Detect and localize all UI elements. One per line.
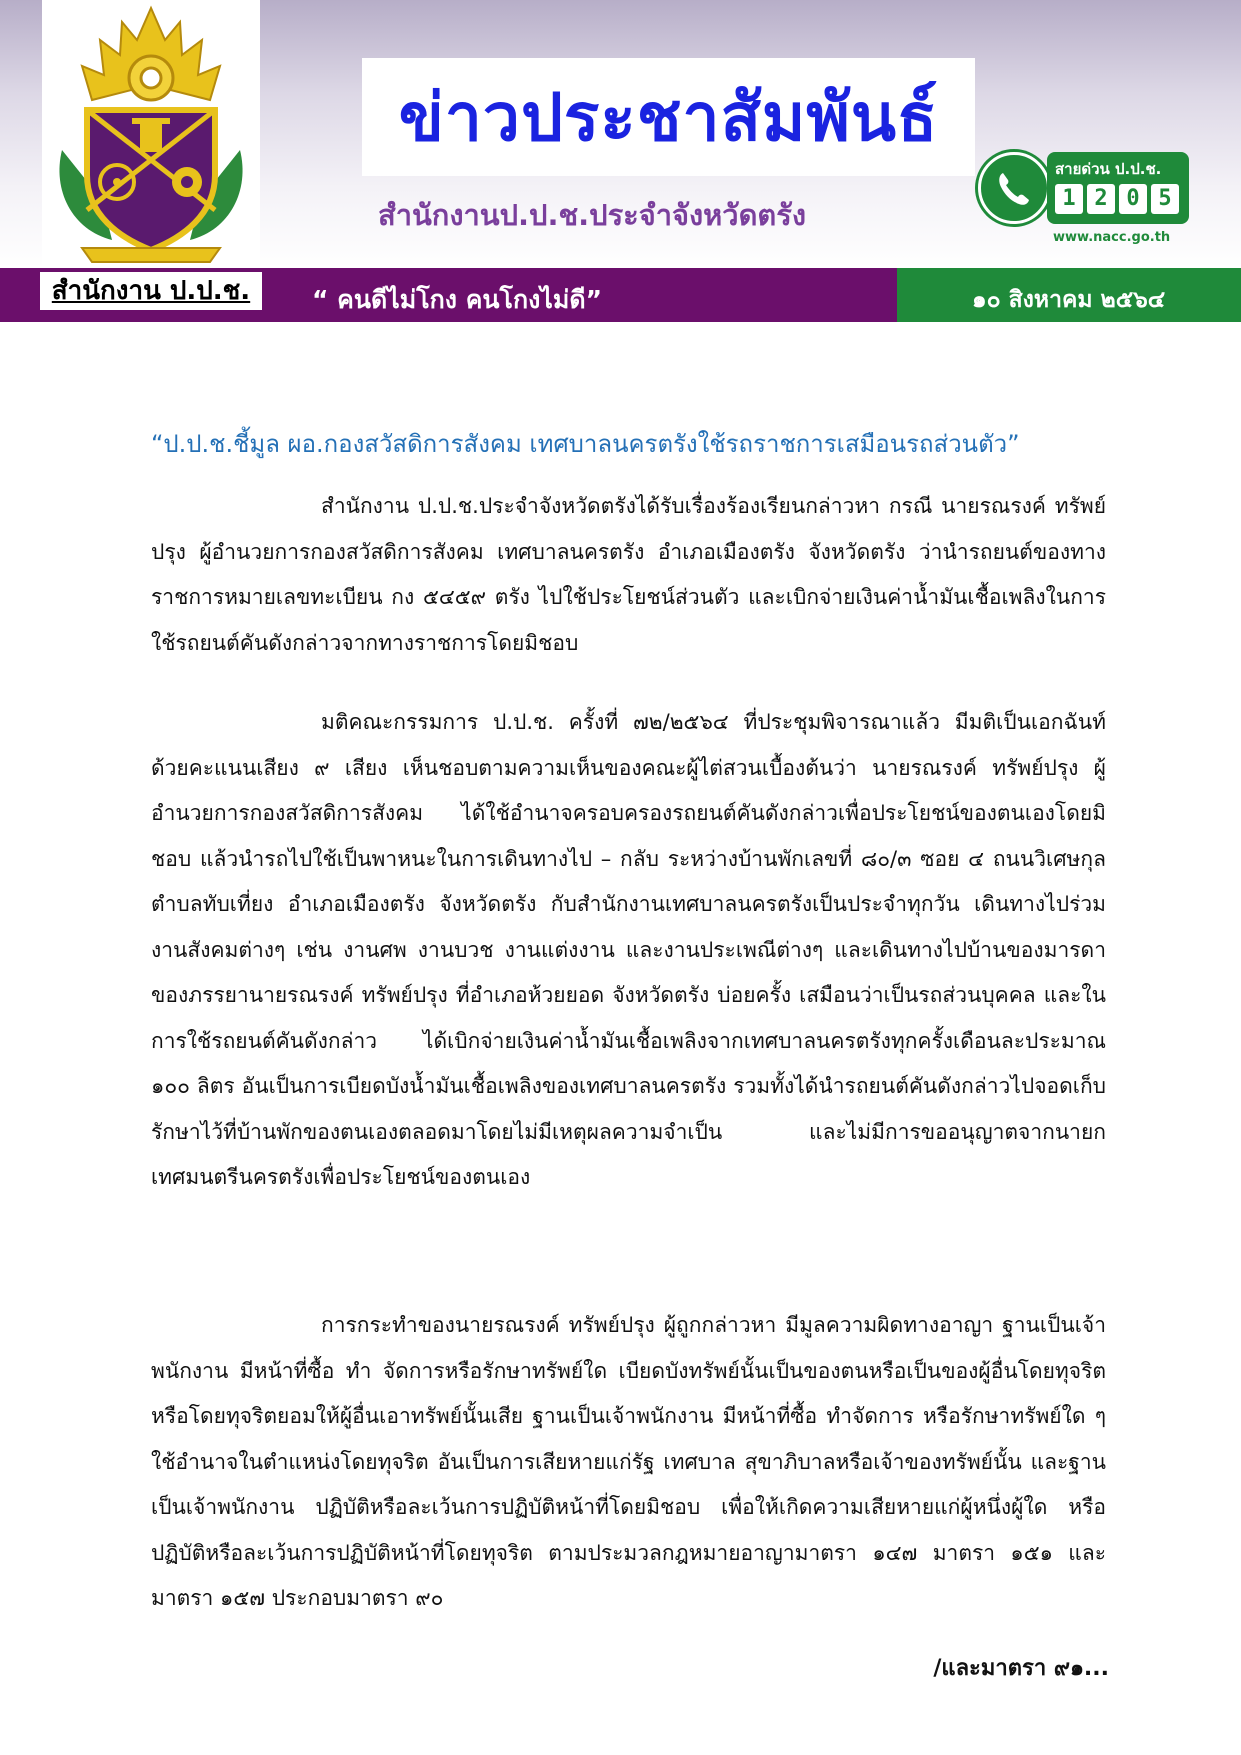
continuation-note: /และมาตรา ๙๑... [933,1656,1109,1681]
office-subtitle: สำนักงานป.ป.ช.ประจำจังหวัดตรัง [378,198,806,232]
page-title: ข่าวประชาสัมพันธ์ [398,78,939,156]
slogan: “ คนดีไม่โกง คนโกงไม่ดี” [312,285,603,314]
hotline-panel [1047,152,1189,224]
hotline-digit: 1 [1055,184,1083,214]
hotline-label: สายด่วน ป.ป.ช. [1055,160,1162,178]
nacc-emblem-icon [42,0,260,268]
phone-icon [993,167,1035,209]
hotline-number [1055,184,1179,214]
hotline-badge [975,150,1193,250]
article-paragraph: การกระทำของนายรณรงค์ ทรัพย์ปรุง ผู้ถูกกล่าวหา มีมูลความผิดทางอาญา ฐานเป็นเจ้าพนักงาน มีหน้าที่ซื้อ ทำ จัดการหรือรักษาทรัพย์ใด เบียดบังทรัพย์นั้นเป็นของตนหรือเป็นของผู้อื่นโดยทุจริต หรือโดยทุจริตยอมให้ผู้อื่นเอาทรัพย์นั้นเสีย ฐานเป็นเจ้าพนักงาน มีหน้าที่ซื้อ ทำจัดการ หรือรักษาทรัพย์ใด ๆ ใช้อำนาจในตำแหน่งโดยทุจริต อันเป็นการเสียหายแก่รัฐ เทศบาล สุขาภิบาลหรือเจ้าของทรัพย์นั้น และฐานเป็นเจ้าพนักงาน ปฏิบัติหรือละเว้นการปฏิบัติหน้าที่โดยมิชอบ เพื่อให้เกิดความเสียหายแก่ผู้หนึ่งผู้ใด หรือปฏิบัติหรือละเว้นการปฏิบัติหน้าที่โดยทุจริต ตามประมวลกฎหมายอาญามาตรา ๑๔๗ มาตรา ๑๕๑ และมาตรา ๑๕๗ ประกอบมาตรา ๙๐ [151,1313,1106,1610]
hotline-digit: 5 [1151,184,1179,214]
title-box [362,58,975,176]
office-label: สำนักงาน ป.ป.ช. [40,272,262,310]
article-headline: “ป.ป.ช.ชี้มูล ผอ.กองสวัสดิการสังคม เทศบาลนครตรังใช้รถราชการเสมือนรถส่วนตัว” [151,430,1020,458]
logo [42,0,260,268]
publish-date: ๑๐ สิงหาคม ๒๕๖๔ [972,287,1166,313]
hotline-url: www.nacc.go.th [1053,230,1171,245]
article-paragraph: สำนักงาน ป.ป.ช.ประจำจังหวัดตรังได้รับเรื่องร้องเรียนกล่าวหา กรณี นายรณรงค์ ทรัพย์ปรุง ผู้อำนวยการกองสวัสดิการสังคม เทศบาลนครตรัง อำเภอเมืองตรัง จังหวัดตรัง ว่านำรถยนต์ของทางราชการหมายเลขทะเบียน กง ๕๔๕๙ ตรัง ไปใช้ประโยชน์ส่วนตัว และเบิกจ่ายเงินค่าน้ำมันเชื้อเพลิงในการใช้รถยนต์คันดังกล่าวจากทางราชการโดยมิชอบ [151,494,1106,655]
article-paragraph: มติคณะกรรมการ ป.ป.ช. ครั้งที่ ๗๒/๒๕๖๔ ที่ประชุมพิจารณาแล้ว มีมติเป็นเอกฉันท์ ด้วยคะแนนเสียง ๙ เสียง เห็นชอบตามความเห็นของคณะผู้ไต่สวนเบื้องต้นว่า นายรณรงค์ ทรัพย์ปรุง ผู้อำนวยการกองสวัสดิการสังคม ได้ใช้อำนาจครอบครองรถยนต์คันดังกล่าวเพื่อประโยชน์ของตนเองโดยมิชอบ แล้วนำรถไปใช้เป็นพาหนะในการเดินทางไป – กลับ ระหว่างบ้านพักเลขที่ ๘๐/๓ ซอย ๔ ถนนวิเศษกุล ตำบลทับเที่ยง อำเภอเมืองตรัง จังหวัดตรัง กับสำนักงานเทศบาลนครตรังเป็นประจำทุกวัน เดินทางไปร่วมงานสังคมต่างๆ เช่น งานศพ งานบวช งานแต่งงาน และงานประเพณีต่างๆ และเดินทางไปบ้านของมารดาของภรรยานายรณรงค์ ทรัพย์ปรุง ที่อำเภอห้วยยอด จังหวัดตรัง บ่อยครั้ง เสมือนว่าเป็นรถส่วนบุคคล และในการใช้รถยนต์คันดังกล่าว ได้เบิกจ่ายเงินค่าน้ำมันเชื้อเพลิงจากเทศบาลนครตรังทุกครั้งเดือนละประมาณ ๑๐๐ ลิตร อันเป็นการเบียดบังน้ำมันเชื้อเพลิงของเทศบาลนครตรัง รวมทั้งได้นำรถยนต์คันดังกล่าวไปจอดเก็บรักษาไว้ที่บ้านพักของตนเองตลอดมาโดยไม่มีเหตุผลความจำเป็น และไม่มีการขออนุญาตจากนายกเทศมนตรีนครตรังเพื่อประโยชน์ของตนเอง [151,710,1106,1189]
hotline-digit: 0 [1119,184,1147,214]
hotline-phone-badge [978,152,1050,224]
hotline-digit: 2 [1087,184,1115,214]
